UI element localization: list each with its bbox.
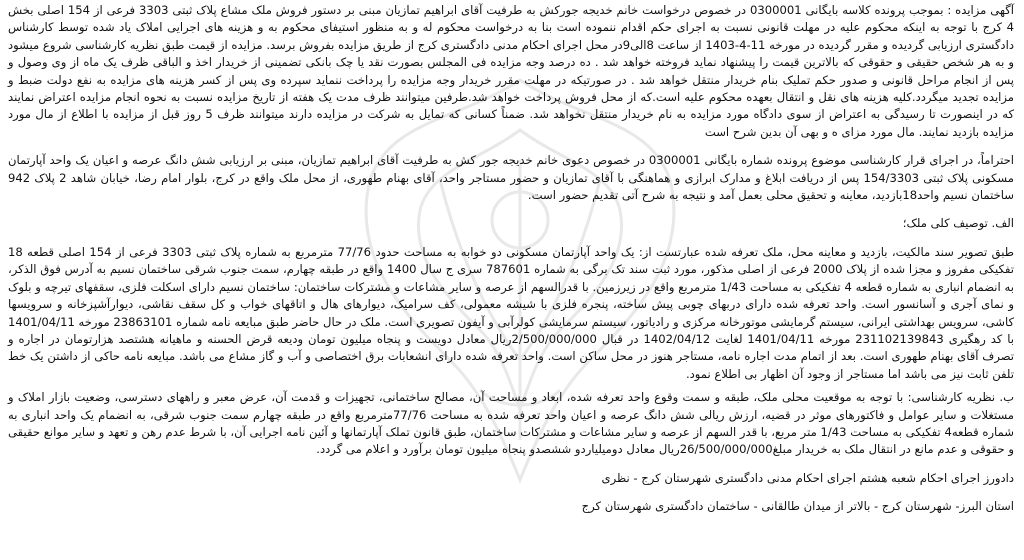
notice-text bbox=[8, 2, 1014, 516]
expert-intro-paragraph: احتراماً، در اجرای قرار کارشناسی موضوع پرونده شماره بایگانی 0300001 در خصوص دعوی خانم خدیجه جور کش به طرفیت آقای ابراهیم تمازیان، مبنی بر ارزیابی شش دانگ عرصه و اعیان یک واحد آپارتمان مسکونی پلاک ثبتی 154/3303 پس از دریافت ابلاغ و مدارک ابرازی و هماهنگی با آقای تمازیان و حضور مستاجر واحد، آقای بهنام طهوری، از محل ملک واقع در کرج، بلوار امام رضا، خیابان شاهد 2 پلاک 942 ساختمان نسیم واحد18بازدید، معاینه و تحقیق محلی بعمل آمد و نتیجه به شرح آتی تقدیم حضور است. bbox=[8, 153, 1014, 203]
issuer-line: دادورز اجرای احکام شعبه هشتم اجرای احکام مدنی دادگستری شهرستان کرج - نظری bbox=[601, 470, 1014, 485]
auction-notice-paragraph: آگهی مزایده : بموجب پرونده کلاسه بایگانی 0300001 در خصوص درخواست خانم خدیجه جورکش به طرفیت آقای ابراهیم تمازیان مبنی بر دستور فروش ملک مشاع پلاک ثبتی 3303 فرعی از 154 اصلی بخش 4 کرج با توجه به اینکه محکوم علیه در مهلت قانونی نسبت به اجرای حکم اقدام ننموده است بنا به درخواست محکوم له و به منظور استیفای محکوم به و هزینه های اجرایی املاک یاد شده توسط کارشناس دادگستری ارزیابی گردیده و مقرر گردیده در مورخه 11-4-1403 از ساعت 8الی9در محل اجرای احکام مدنی دادگستری کرج از طریق مزایده بفروش برسد. مزایده از قیمت طبق نظریه کارشناسی شروع میشود و به هر شخص حقیقی و حقوقی که بالاترین قیمت را پیشنهاد نماید فروخته خواهد شد . ده درصد وجه مزایده فی المجلس بصورت نقد یا چک بانکی تضمینی از خریدار اخذ و الباقی ظرف یک ماه از وی وصول و پس از انجام مراحل قانونی و صدور حکم تملیک بنام خریدار منتقل خواهد شد . در صورتیکه در مهلت مقرر خریدار وجه مزایده را پرداخت ننماید سپرده وی پس از کسر هزینه های مزایده به نفع دولت ضبط و مزایده تجدید میگردد.کلیه هزینه های نقل و انتقال بعهده محکوم علیه است.که از محل فروش پرداخت خواهد شد.طرفین میتوانند ظرف مدت یک هفته از تاریخ مزایده نسبت به نحوه انجام مزایده اعتراض نمایند که در اینصورت تا رسیدگی به اعتراض از سوی دادگاه مورد مزایده به نام خریدار منتقل نخواهد شد. ضمناً کسانی که تمایل به شرکت در مزایده دارند میتوانند ظرف 5 روز قبل از مزایده با اطلاع از مال مورد مزایده بازدید نمایند. مال مورد مزای ه و بهی آن بدین شرح است bbox=[8, 3, 1015, 139]
property-description-paragraph: طبق تصویر سند مالکیت، بازدید و معاینه محل، ملک تعرفه شده عبارتست از: یک واحد آپارتمان مسکونی دو خوابه به مساحت حدود 77/76 مترمربع به شماره پلاک ثبتی 3303 فرعی از 154 اصلی قطعه 18 تفکیکی مفروز و مجزا شده از پلاک 2000 فرعی از اصلی مذکور، مورد ثبت سند تک برگی به شماره 787601 سری ج سال 1400 واقع در طبقه چهارم، سمت جنوب شرقی ساختمان نسیم به آدرس فوق الذکر، به انضمام انباری به شماره قطعه 4 تفکیکی به مساحت 1/43 مترمربع واقع در زیرزمین. با قدرالسهم از عرصه و سایر مشاعات و مشترکات ساختمان: ساختمان نسیم دارای اسکلت فلزی، سقفهای تیرچه و بلوک و نمای آجری و آسانسور است. واحد تعرفه شده دارای دربهای چوبی پیش ساخته، پنجره فلزی با شیشه معمولی، کف سرامیک، دیوارهای هال و اتاقهای خواب و کل سقف نقاشی، دیوارآشپزخانه و سرویسها کاشی، سرویس بهداشتی ایرانی، سیستم گرمایشی موتورخانه مرکزی و رادیاتور، سیستم سرمایشی کولرآبی و آیفون تصویری است. ملک در حال حاضر طبق مبایعه نامه شماره 23863101 مورخه 1401/04/11 با کد رهگیری 231102139843 مورخه 1401/04/11 لغایت 1402/04/12 در قبال 2/500/000/000ریال معادل دویست و پنجاه میلیون تومان ودیعه قرض الحسنه و ماهیانه هشتصد هزارتومان در اجاره و تصرف آقای بهنام طهوری است. بعد از اتمام مدت اجاره نامه، مستاجر هنوز در محل ساکن است. واحد تعرفه شده دارای انشعابات برق اختصاصی و آب و گاز مشاع می باشد. مبایعه نامه حاکی از داشتن یک خط تلفن ثابت نیز می باشد اما مستاجر از وجود آن اظهار بی اطلاع نمود. bbox=[8, 244, 1014, 381]
expert-opinion-paragraph: ب. نظریه کارشناسی: با توجه به موقعیت محلی ملک، طبقه و سمت وقوع واحد تعرفه شده، ابعاد و مساحت آن، مصالح ساختمانی، تجهیزات و قدمت آن، عرض معبر و راههای دسترسی، وضعیت بازار املاک و مستغلات و سایر عوامل و فاکتورهای موثر در قضیه، ارزش ریالی شش دانگ عرصه و اعیان واحد تعرفه شده به مساحت 77/76مترمربع واقع در طبقه چهارم سمت جنوب شرقی، به انضمام یک واحد انباری به شماره قطعه4 تفکیکی به مساحت 1/43 متر مربع، با قدر السهم از عرصه و سایر مشاعات و مشترکات ساختمان، طبق قانون تملک آپارتمانها و آئین نامه اجرایی آن، با شرط عدم رهن و تعهد و سایر موانع حقیقی و حقوقی و عدم مانع در انتقال ملک به خریدار مبلغ26/500/000/000ریال معادل دومیلیاردو ششصدو پنجاه میلیون تومان برآورد و اعلام می گردد. bbox=[8, 390, 1015, 457]
section-a-heading: الف. توصیف کلی ملک؛ bbox=[902, 216, 1014, 231]
address-line: استان البرز- شهرستان کرج - بالاتر از میدان طالقانی - ساختمان دادگستری شهرستان کرج bbox=[581, 499, 1014, 514]
